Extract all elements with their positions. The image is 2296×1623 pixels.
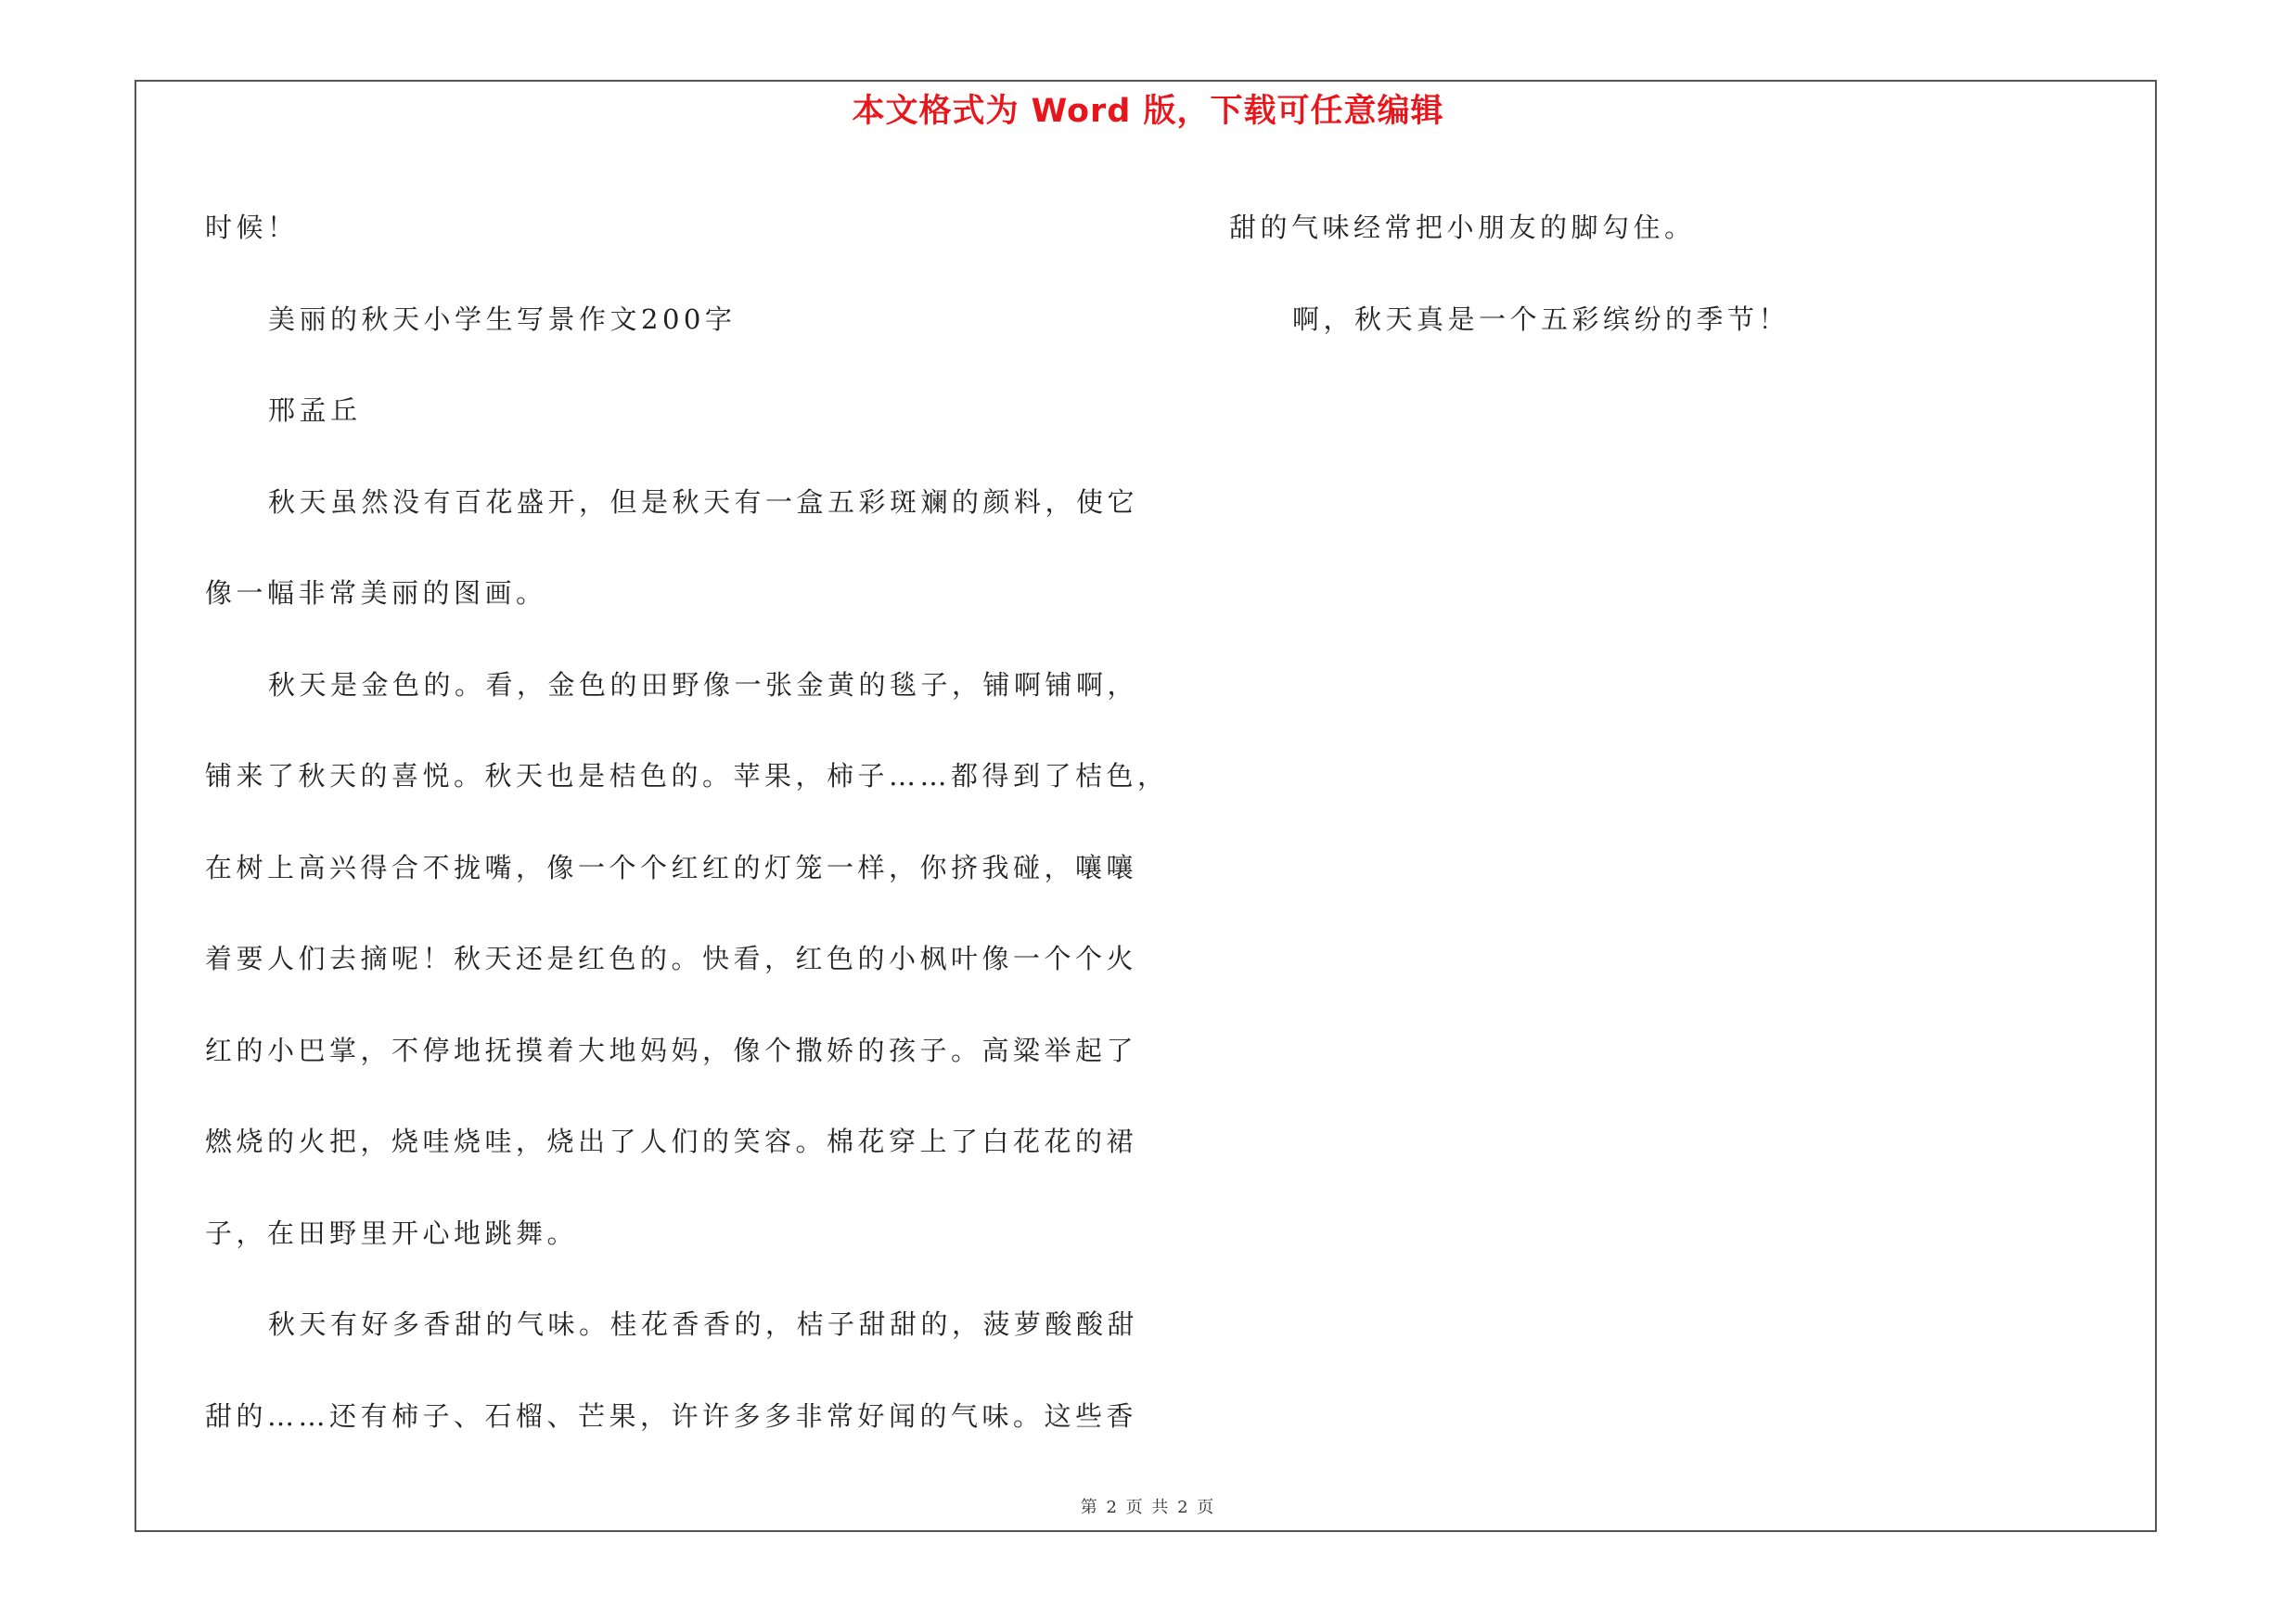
- paragraph-line: 甜的……还有柿子、石榴、芒果，许许多多非常好闻的气味。这些香: [205, 1399, 1138, 1432]
- paragraph-line: 啊，秋天真是一个五彩缤纷的季节！: [1292, 303, 1790, 335]
- author-name: 邢孟丘: [268, 394, 362, 426]
- word-format-banner: 本文格式为 Word 版，下载可任意编辑: [852, 93, 1444, 130]
- paragraph-line: 秋天是金色的。看，金色的田野像一张金黄的毯子，铺啊铺啊，: [268, 668, 1139, 701]
- paragraph-line: 时候！: [205, 212, 299, 243]
- paragraph-line: 秋天有好多香甜的气味。桂花香香的，桔子甜甜的，菠萝酸酸甜: [268, 1308, 1139, 1340]
- page-number-footer: 第 2 页 共 2 页: [1080, 1498, 1216, 1517]
- article-title: 美丽的秋天小学生写景作文200字: [268, 303, 737, 335]
- paragraph-line: 像一幅非常美丽的图画。: [205, 577, 547, 609]
- paragraph-line: 秋天虽然没有百花盛开，但是秋天有一盒五彩斑斓的颜料，使它: [268, 485, 1139, 518]
- paragraph-line: 在树上高兴得合不拢嘴，像一个个红红的灯笼一样，你挤我碰，嚷嚷: [205, 851, 1138, 883]
- paragraph-line: 铺来了秋天的喜悦。秋天也是桔色的。苹果，柿子……都得到了桔色，: [205, 760, 1169, 792]
- left-text-column: [205, 182, 1169, 1462]
- paragraph-line: 红的小巴掌，不停地抚摸着大地妈妈，像个撒娇的孩子。高粱举起了: [205, 1034, 1138, 1066]
- right-text-column: [1229, 182, 2157, 365]
- paragraph-line: 子，在田野里开心地跳舞。: [205, 1217, 579, 1249]
- paragraph-line: 甜的气味经常把小朋友的脚勾住。: [1229, 212, 1696, 243]
- paragraph-line: 着要人们去摘呢！秋天还是红色的。快看，红色的小枫叶像一个个火: [205, 943, 1138, 974]
- paragraph-line: 燃烧的火把，烧哇烧哇，烧出了人们的笑容。棉花穿上了白花花的裙: [205, 1126, 1138, 1157]
